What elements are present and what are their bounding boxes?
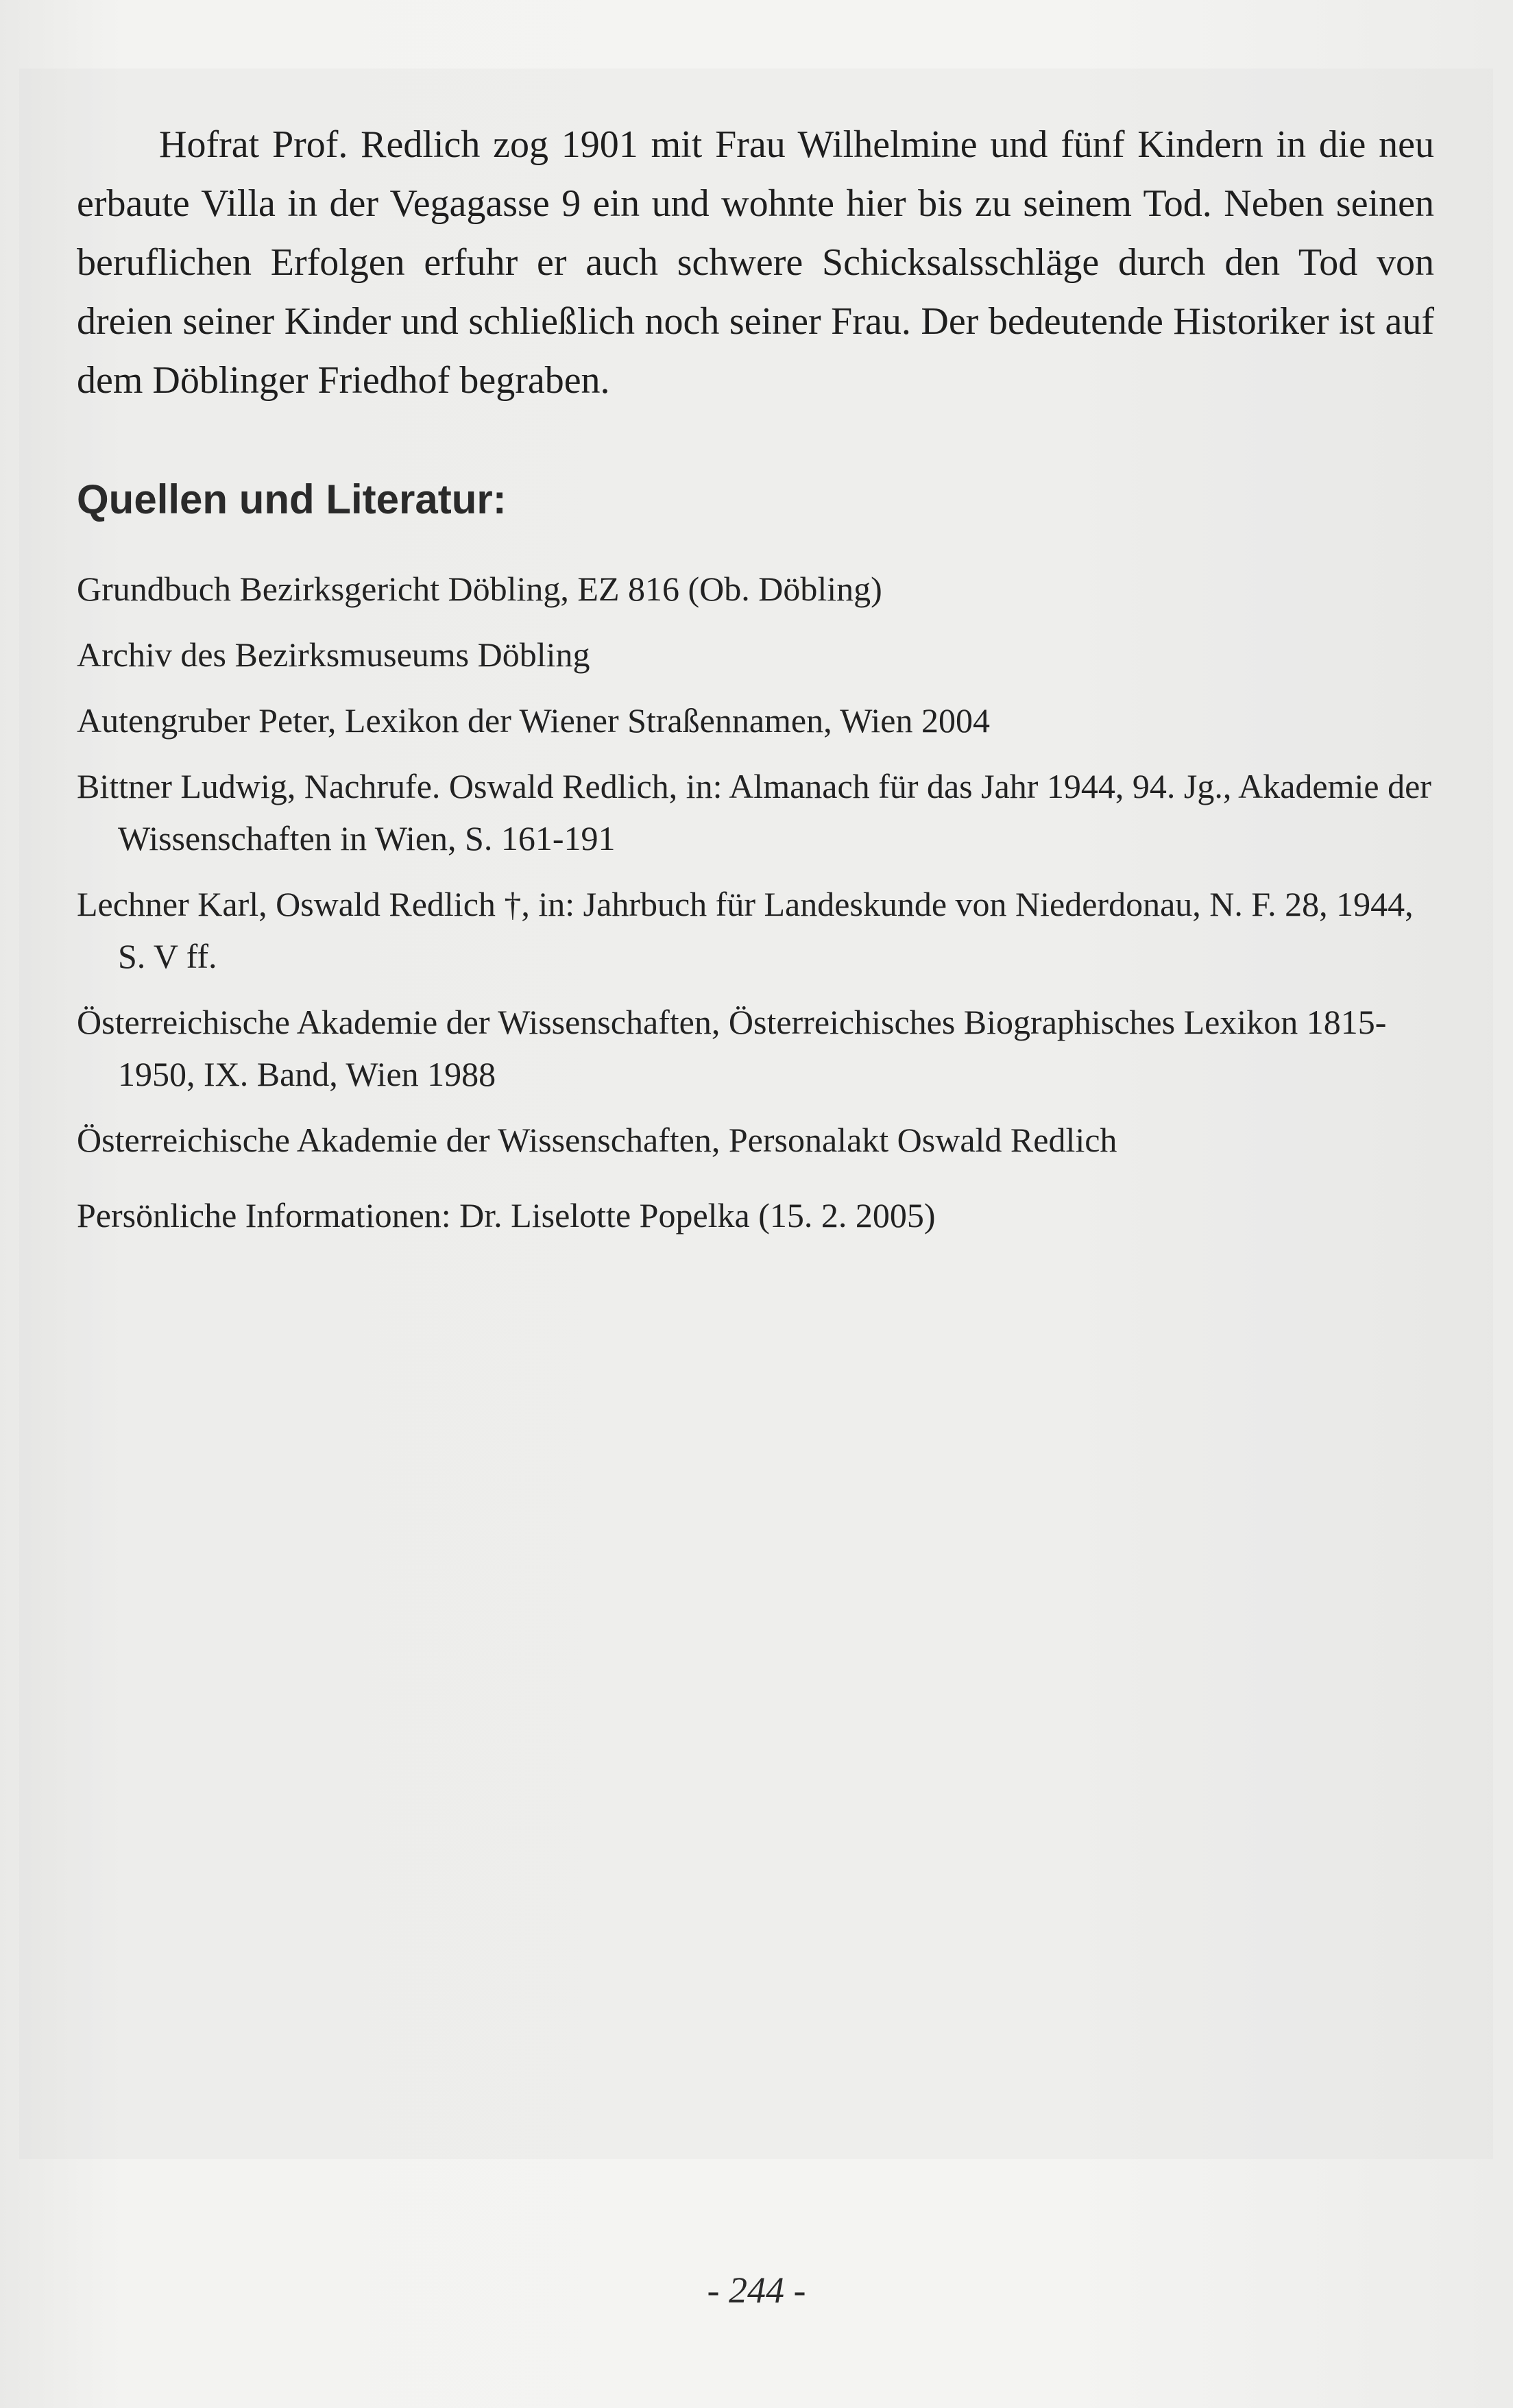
page-number: - 244 -: [707, 2270, 806, 2311]
source-item: Österreichische Akademie der Wissenschaften, Personalakt Oswald Redlich: [77, 1121, 1117, 1159]
sources-heading: Quellen und Literatur:: [77, 476, 507, 522]
sources-list: [77, 563, 1434, 1241]
source-item: Bittner Ludwig, Nachrufe. Oswald Redlich, in: Almanach für das Jahr 1944, 94. Jg., Akademie der Wissenschaften in Wien, S. 161-191: [77, 767, 1431, 858]
source-item: Autengruber Peter, Lexikon der Wiener Straßennamen, Wien 2004: [77, 701, 990, 740]
source-item: Lechner Karl, Oswald Redlich †, in: Jahrbuch für Landeskunde von Niederdonau, N. F. 28, 1944, S. V ff.: [77, 885, 1414, 975]
source-item: Archiv des Bezirksmuseums Döbling: [77, 635, 590, 674]
page-content: [77, 115, 1434, 1255]
intro-paragraph: Hofrat Prof. Redlich zog 1901 mit Frau Wilhelmine und fünf Kindern in die neu erbaute Villa in der Vegagasse 9 ein und wohnte hier bis zu seinem Tod. Neben seinen beruflichen Erfolgen erfuhr er auch schwere Schicksalsschläge durch den Tod von dreien seiner Kinder und schließlich noch seiner Frau. Der bedeutende Historiker ist auf dem Döblinger Friedhof begraben.: [77, 123, 1434, 402]
source-item: Persönliche Informationen: Dr. Liselotte Popelka (15. 2. 2005): [77, 1196, 936, 1235]
source-item: Grundbuch Bezirksgericht Döbling, EZ 816 (Ob. Döbling): [77, 570, 882, 608]
source-item: Österreichische Akademie der Wissenschaften, Österreichisches Biographisches Lexikon 1815-1950, IX. Band, Wien 1988: [77, 1003, 1387, 1093]
